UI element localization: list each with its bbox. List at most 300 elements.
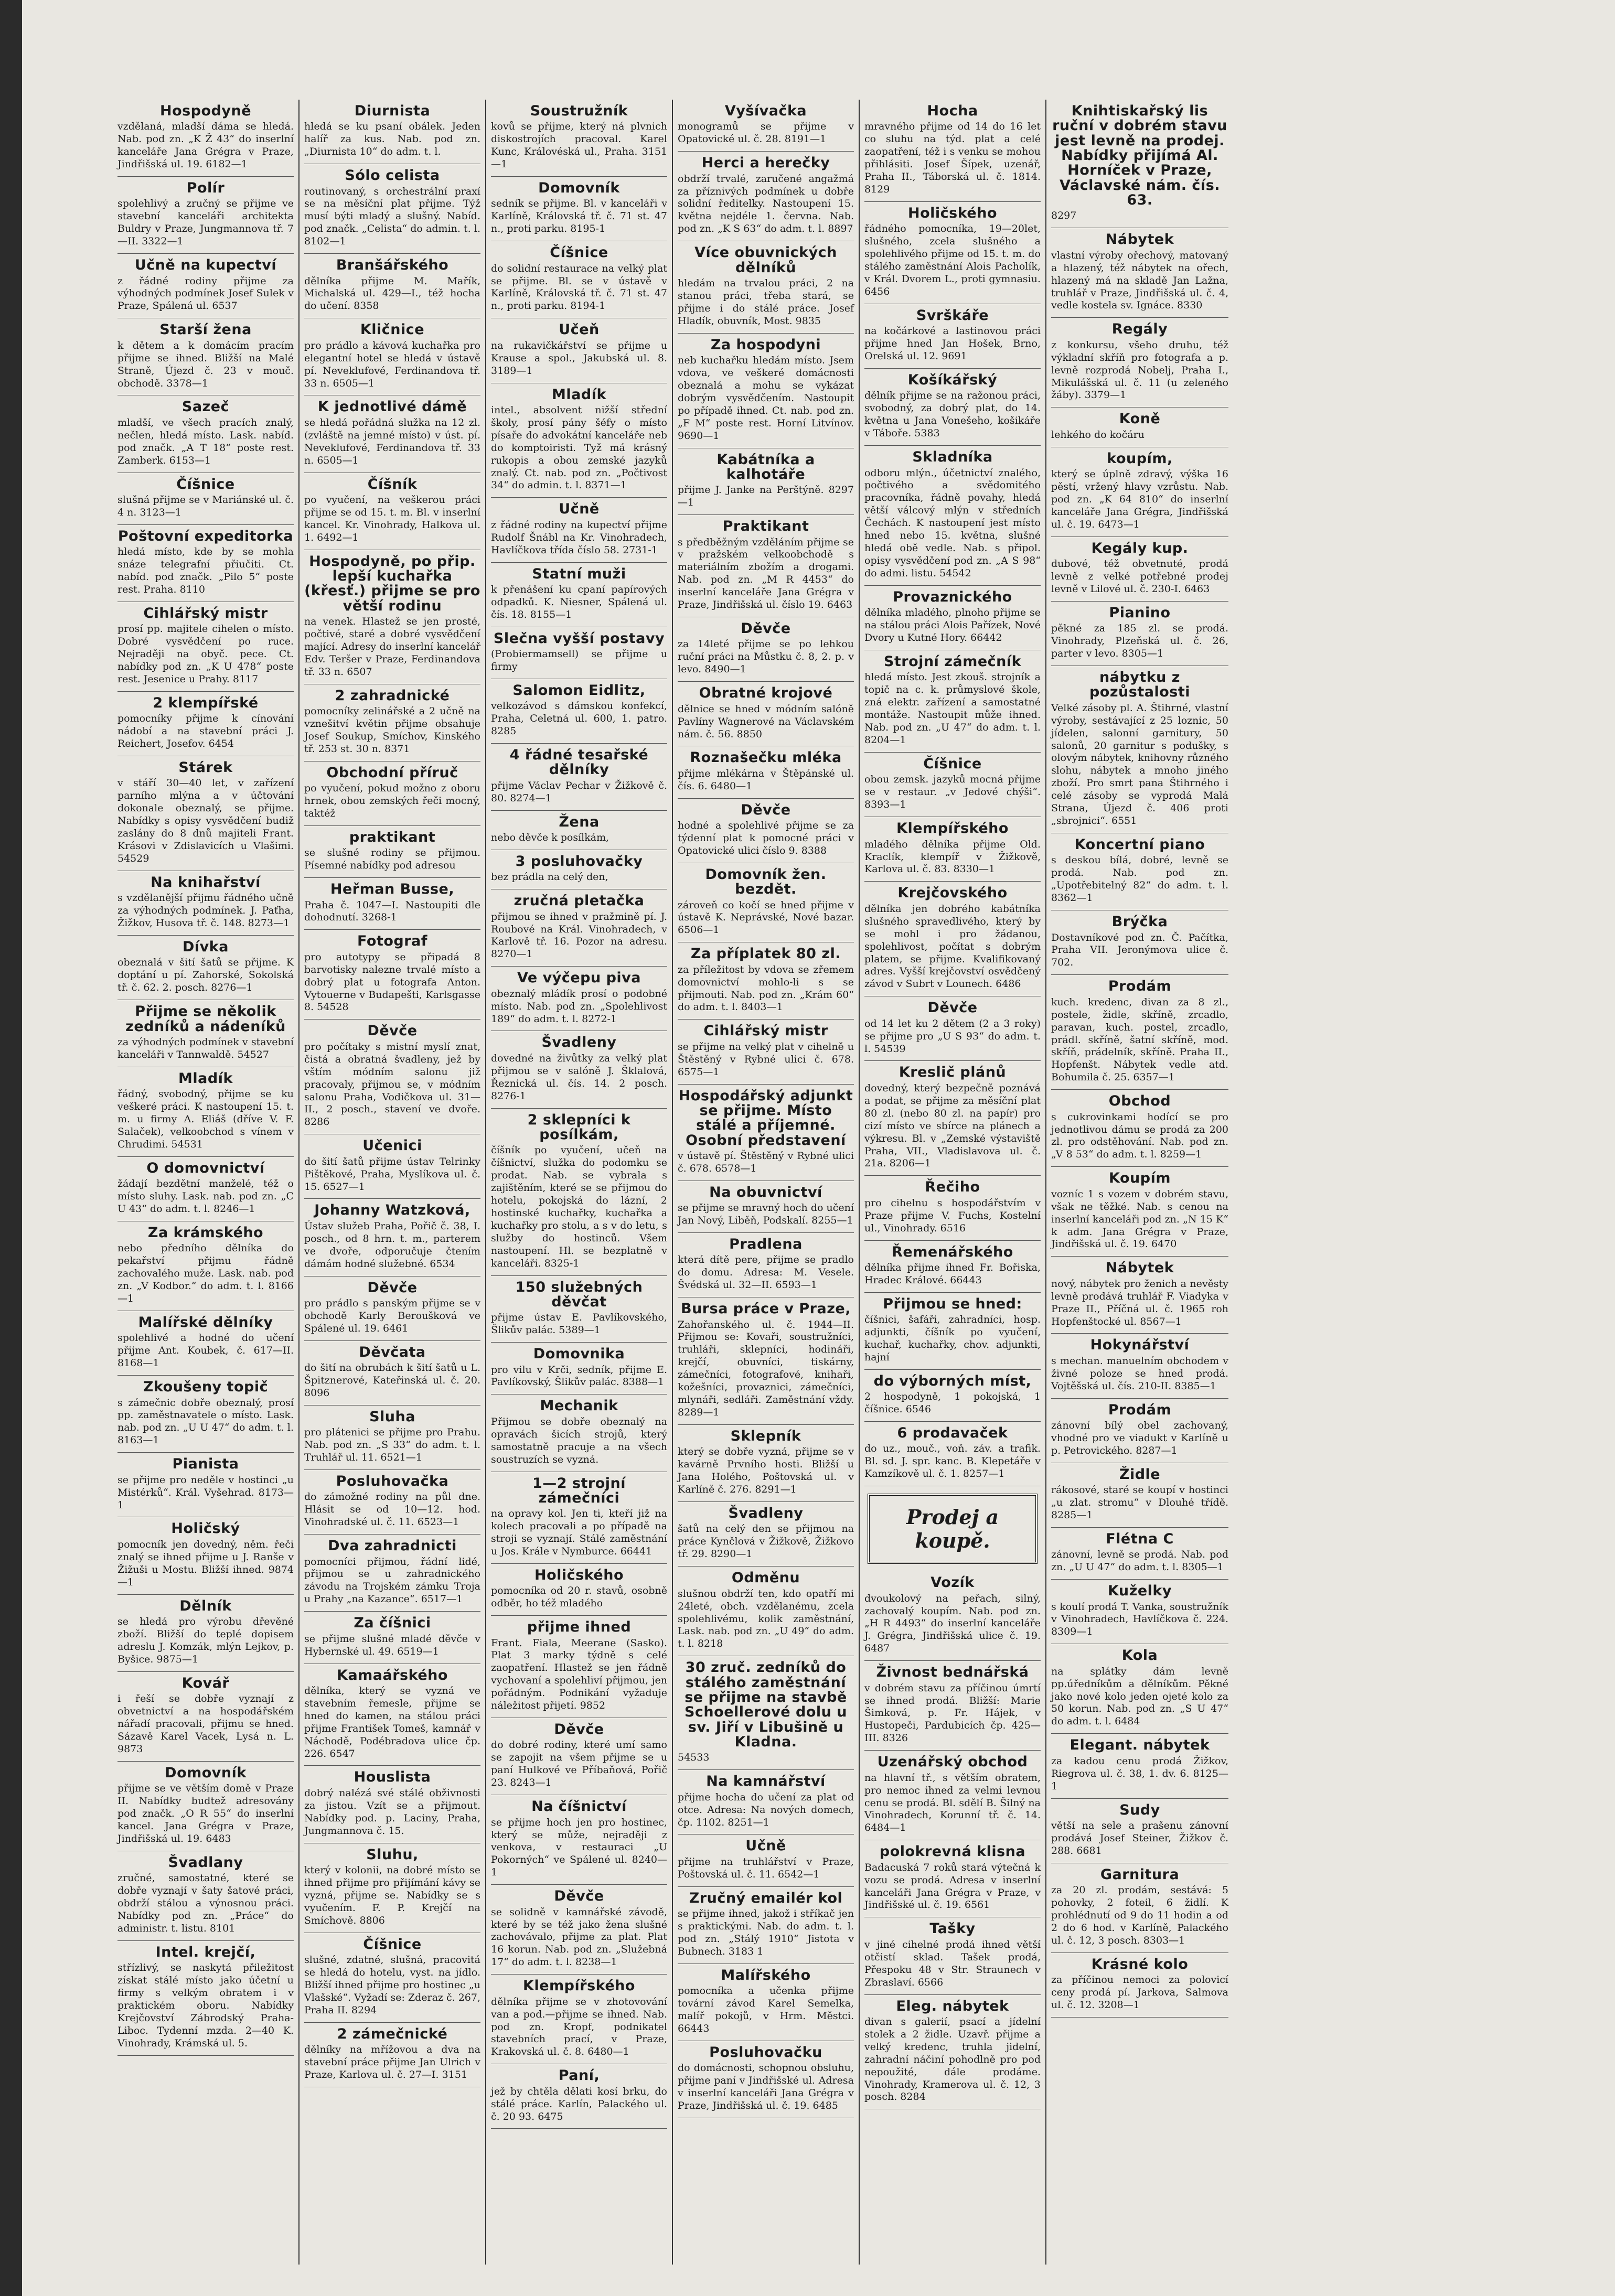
ad-title: Koně	[1119, 411, 1161, 427]
ad-body: po vyučení, na veškerou práci přijme se od 15. t. m. Bl. v inserlní kancel. Kr. Vinohrady, Halkova ul. 1. 6492—1	[304, 493, 480, 543]
ad-body: 2 hospodyně, 1 pokojská, 1 číšnice. 6546	[864, 1391, 1041, 1415]
classified-ad	[491, 241, 667, 318]
ad-title: Hocha	[927, 103, 978, 119]
classified-ad	[1051, 228, 1228, 318]
classified-ad	[304, 761, 480, 826]
classified-ad	[864, 369, 1041, 446]
ad-title: Stárek	[178, 759, 233, 776]
classified-ad	[304, 1406, 480, 1470]
classified-ad	[117, 318, 294, 395]
ad-body: dělníka přijme se v zhotovování van a pod.—přijme se ihned. Nab. pod zn. Kropf, podnikatel stavebních prací, v Praze, Krakovská ul. č. 8. 6480—1	[491, 1995, 667, 2058]
ad-body: spolehlivé a hodné do učení přijme Ant. Koubek, č. 617—II. 8168—1	[117, 1332, 294, 1369]
ad-title: Nábytek	[1105, 1260, 1174, 1276]
classified-ad	[491, 1975, 667, 2064]
ad-body: do solidní restaurace na velký plat se přijme. Bl. se v ústavě v Karlíně, Královská tř. č. 71 st. 47 n., proti parku. 8194-1	[491, 262, 667, 312]
classified-ad	[304, 1664, 480, 1766]
ad-body: za výhodných podmínek v stavební kanceláři v Tannwaldě. 54527	[117, 1036, 294, 1060]
ad-title: Za příplatek 80 zl.	[690, 946, 841, 962]
classified-ad	[117, 871, 294, 936]
classified-ad	[491, 1276, 667, 1343]
ad-body: se hledá pro výrobu dřevěné zboží. Bližší do teplé dopisem adreslu J. Komzák, mlýn Lejkov, p. Byšice. 9875—1	[117, 1615, 294, 1665]
ad-body: s mechan. manuelním obchodem v živné poloze se hned prodá. Vojtěšská ul. čís. 210-II. 8385—1	[1051, 1355, 1228, 1392]
ad-body: slušnou obdrží ten, kdo opatří mi 24leté, obch. vzdělanému, zcela spolehlivému, kolik zaměstnání, Lask. nab. pod zn. „U 49“ do adm. t. l. 8218	[678, 1587, 854, 1650]
ad-body: do šití šatů přijme ústav Telrinky Pištěkové, Praha, Myslíkova ul. č. 15. 6527—1	[304, 1155, 480, 1193]
classified-ad	[1051, 1644, 1228, 1734]
classified-ad	[864, 1995, 1041, 2110]
ad-body: mladého dělníka přijme Old. Kraclík, klempíř v Žižkově, Karlova ul. č. 83. 8330—1	[864, 838, 1041, 875]
classified-ad	[491, 967, 667, 1031]
ad-title: Na kamnářství	[706, 1773, 826, 1790]
ad-title: Číšnice	[176, 476, 235, 492]
ad-body: řádný, svobodný, přijme se ku veškeré práci. K nastoupení 15. t. m. u firmy A. Eliáš (dříve V. F. Salaček), velkoobchod s vínem v Chrudimi. 54531	[117, 1088, 294, 1150]
ad-body: Přijmou se dobře obeznalý na opravách šicích strojů, který samostatně pracuje a na všech soustruzích se vyzná.	[491, 1415, 667, 1465]
ad-body: jež by chtěla dělati kosí brku, do stálé práce. Karlín, Palackého ul. č. 20 93. 6475	[491, 2085, 667, 2122]
classified-ad	[304, 318, 480, 395]
ad-body: hledá se ku psaní obálek. Jeden halíř za kus. Nab. pod zn. „Diurnista 10“ do adm. t. l.	[304, 121, 480, 158]
ad-body: Ústav služeb Praha, Pořič č. 38, I. posch., od 8 hrn. t. m., parterem ve dvoře, odporučuje čtením dámám hodné služebné. 6534	[304, 1220, 480, 1270]
ad-title: O domovnictví	[146, 1160, 265, 1176]
ad-title: Kreslič plánů	[899, 1064, 1007, 1081]
classified-ad	[491, 1472, 667, 1564]
ad-body: dvoukolový na peřach, silný, zachovalý koupím. Nab. pod zn. „H R 4493“ do inserlní kanceláře J. Grégra, Jindřišská ulice č. 19. 6487	[864, 1592, 1041, 1655]
page-binding-edge	[0, 0, 22, 2296]
ad-body: obdrží trvalé, zaručené angažmá za příznivých podmínek u dobře solidní ředitelky. Nastoupení 15. května nejdéle 1. června. Nab. pod zn. „K S 63“ do adm. t. l. 8897	[678, 173, 854, 235]
ad-body: kuch. kredenc, divan za 8 zl., postele, židle, skříně, zrcadlo, paravan, kuch. postel, zrcadlo, prádl. skříně, šatní skříně, mod. skříň, prádelník, skříně. Praha II., Hopfenšt. Nábytek vedle atd. Bohumila č. 25. 6357—1	[1051, 996, 1228, 1083]
classified-ad	[1051, 1090, 1228, 1167]
ad-title: 1—2 strojní zámečníci	[532, 1475, 626, 1506]
ad-title: Vozík	[931, 1574, 975, 1591]
ad-body: zánovní, levně se prodá. Nab. pod zn. „U U 47“ do adm. t. l. 8305—1	[1051, 1549, 1228, 1573]
ad-title: 2 zahradnické	[335, 687, 450, 704]
ad-body: v ústavě pí. Štěstěný v Rybné ulici č. 678. 6578—1	[678, 1150, 854, 1174]
ad-title: Židle	[1119, 1466, 1161, 1483]
classified-ad	[678, 1887, 854, 1964]
columns	[113, 100, 1599, 2265]
ad-title: Johanny Watzková,	[314, 1202, 470, 1219]
ad-body: se přijme ihned, jakož i stříkač jen s praktickými. Nab. do adm. t. l. pod zn. „Stálý 1910“ Jistota v Bubnech. 3183 1	[678, 1908, 854, 1957]
classified-ad	[117, 602, 294, 692]
ad-title: Poštovní expeditorka	[117, 528, 294, 544]
ad-body: se přijme se mravný hoch do učení Jan Nový, Liběň, Podskalí. 8255—1	[678, 1202, 854, 1227]
classified-ad	[678, 1425, 854, 1502]
ad-title: Číšník	[367, 476, 418, 492]
classified-ad	[304, 1134, 480, 1199]
classified-ad	[1051, 1734, 1228, 1798]
ad-body: routinovaný, s orchestrální praxí se na měsíční plat přijme. Týž musí býti mladý a slušný. Nabíd. pod značk. „Celista“ do admin. t. l. 8102—1	[304, 185, 480, 248]
ad-title: Dívka	[183, 939, 229, 956]
ad-body: Zahořanského ul. č. 1944—II. Přijmou se: Kovaři, soustružníci, truhláři, sklepníci, hodináři, krejčí, obuvníci, tiskárny, zámečníci, fotografové, knihaři, kožešníci, provaznici, zámečníci, mlynáři, sedláři. Zaměstnání vždy. 8289—1	[678, 1318, 854, 1419]
classified-ad	[864, 1661, 1041, 1751]
ad-body: pro autotypy se připadá 8 barvotisky nalezne trvalé místo a dobrý plat u fotografa Anton. Vytouerne v Budapešti, Karlsgasse 8. 54528	[304, 951, 480, 1013]
ad-title: Knihtiskařský lis ruční v dobrém stavu jest levně na prodej. Nabídky přijímá Al. Horníček v Praze, Václavské nám. čís. 63.	[1052, 103, 1227, 209]
ad-title: Malířského	[721, 1967, 811, 1983]
ad-title: 6 prodavaček	[897, 1425, 1008, 1442]
ad-title: Dva zahradnicti	[328, 1538, 457, 1554]
ad-title: Prodám	[1108, 1401, 1172, 1418]
classified-ad	[678, 1085, 854, 1181]
ad-title: Branšářského	[336, 257, 449, 274]
classified-ad	[304, 684, 480, 761]
ad-body: která dítě pere, přijme se pradlo do domu. Adresa: M. Vesele. Švédská ul. 32—II. 6593—1	[678, 1254, 854, 1291]
ad-body: 54533	[678, 1752, 710, 1764]
classified-ad	[117, 1000, 294, 1067]
ad-body: k přenášení ku cpaní papírových odpadků. K. Niesner, Spálená ul. čís. 18. 8155—1	[491, 583, 667, 620]
ad-title: Pianino	[1109, 604, 1171, 621]
ad-body: pomocníky přijme k cínování nádobí a na stavební práci J. Reichert, Josefov. 6454	[117, 713, 294, 750]
classified-ad	[678, 100, 854, 152]
classified-ad	[678, 1770, 854, 1834]
classified-ad	[678, 942, 854, 1020]
ad-title: Děvče	[367, 1279, 418, 1296]
ad-body: v stáří 30—40 let, v zařízení parního mlýna a v účtování dokonale obeznalý, se přijme. Nabídky s opisy vysvědčení budiž zaslány do 8 dnů majiteli Frant. Krásovi v Zdislavicích u Vlašimi. 54529	[117, 777, 294, 864]
ad-body: na venek. Hlastež se jen prosté, počtivé, staré a dobré vysvědčení mající. Adresy do inserlní kancelář Edv. Teršer v Praze, Ferdinandova tř. 33 n. 6507	[304, 616, 480, 678]
classified-ad	[304, 878, 480, 930]
ad-body: obeznalá v šití šatů se přijme. K doptání u pí. Zahorské, Sokolská tř. č. 62. 2. posch. 8276—1	[117, 957, 294, 994]
classified-ad	[678, 1233, 854, 1297]
classified-ad	[117, 473, 294, 525]
ad-body: lehkého do kočáru	[1051, 428, 1145, 441]
ad-body: se přijme hoch jen pro hostinec, který se může, nejraději z venkova, v restauraci „U Pokorných“ ve Spálené ul. 8240—1	[491, 1816, 667, 1879]
ad-title: Učně	[559, 501, 600, 518]
ad-body: nový, nábytek pro ženich a nevěsty levně prodává truhlář F. Viadyka v Praze II., Příčná ul. č. 1965 roh Hopfenštocké ul. 8567—1	[1051, 1278, 1228, 1327]
ad-body: do dobré rodiny, které umí samo se zapojit na všem přijme se u paní Hulkové ve Příbaňová, Pořič 23. 8243—1	[491, 1739, 667, 1789]
column-6	[1046, 100, 1233, 2265]
classified-ad	[117, 1221, 294, 1311]
classified-ad	[304, 1933, 480, 2023]
ad-title: zručná pletačka	[514, 893, 645, 909]
ad-title: 4 řádné tesařské dělníky	[509, 747, 649, 778]
ad-body: prosí pp. majitele cihelen o místo. Dobré vysvědčení po ruce. Nejraději na obyč. pece. Ct. nabídky pod zn. „K U 478“ poste rest. Jesenice u Prahy. 8117	[117, 623, 294, 685]
ad-title: Herci a herečky	[701, 155, 830, 171]
classified-ad	[117, 1517, 294, 1594]
classified-ad	[491, 1109, 667, 1276]
ad-body: vzdělaná, mladší dáma se hledá. Nab. pod zn. „K Ž 43“ do inserlní kanceláře Jana Grégra v Praze, Jindřišská ul. 19. 6182—1	[117, 121, 294, 170]
ad-title: Roznašečku mléka	[690, 749, 842, 766]
ad-title: Na obuvnictví	[709, 1184, 822, 1200]
ad-title: Klempířského	[523, 1978, 635, 1994]
ad-body: s zámečnic dobře obeznalý, prosí pp. zaměstnavatele o místo. Lask. nab. pod zn. „U U 47“ do adm. t. l. 8163—1	[117, 1397, 294, 1446]
ad-title: Domovník	[538, 180, 620, 197]
ad-body: hledá místo. Jest zkouš. strojník a topič na c. k. průmyslové škole, zná elektr. zařízení a samostatné montáže. Nastoupit může ihned. Nab. pod zn. „U 47“ do adm. t. l. 8204—1	[864, 671, 1041, 746]
ad-body: dělníka přijme ihned Fr. Bořiska, Hradec Králové. 66443	[864, 1261, 1041, 1286]
ad-title: Děvče	[554, 1888, 604, 1905]
ad-body: žádají bezdětní manželé, též o místo sluhy. Lask. nab. pod zn. „C U 43“ do adm. t. l. 8246—1	[117, 1178, 294, 1215]
ad-body: který se dobře vyzná, přijme se v kavárně Prvního hosti. Bližší u Jana Holého, Poštovská ul. v Karlíně č. 276. 8291—1	[678, 1446, 854, 1496]
ad-body: pěkné za 185 zl. se prodá. Vinohrady, Plzeňská ul. č. 26, parter v levo. 8305—1	[1051, 623, 1228, 660]
classified-ad	[304, 1612, 480, 1664]
ad-title: Sudy	[1119, 1801, 1160, 1818]
ad-title: Kegály kup.	[1091, 540, 1189, 556]
ad-title: Mechanik	[540, 1398, 618, 1414]
classified-ad	[678, 682, 854, 746]
ad-body: přijme ústav E. Pavlíkovského, Šlikův palác. 5389—1	[491, 1312, 667, 1336]
ad-body: dobrý nalézá své stálé obživnosti za jistou. Vzít se a přijmout. Nabídky pod. p. Laciny, Praha, Jungmannova č. 15.	[304, 1787, 480, 1837]
ad-title: Prodám	[1108, 978, 1172, 995]
classified-ad	[491, 1031, 667, 1108]
classified-ad	[491, 177, 667, 241]
ad-body: z řádné rodiny přijme za výhodných podmínek Josef Sulek v Praze, Spálená ul. 6537	[117, 275, 294, 312]
ad-body: do uz., mouč., voň. záv. a trafik. Bl. sd. J. spr. kanc. B. Klepetáře v Kamzíkově ul. č. 1. 8257—1	[864, 1443, 1041, 1480]
ad-body: pomocník jen dovedný, něm. řeči znalý se ihned přijme u J. Ranše v Žižuši u Mostu. Bližší ihned. 9874—1	[117, 1538, 294, 1588]
classified-ad	[678, 1502, 854, 1567]
classified-ad	[117, 1941, 294, 2056]
ad-body: větší na sele a prašenu zánovní prodává Josef Steiner, Žižkov č. 288. 6681	[1051, 1819, 1228, 1857]
ad-title: Živnost bednářská	[876, 1664, 1029, 1681]
ad-title: Paní,	[558, 2067, 600, 2084]
ad-body: přijme mlékárna v Štěpánské ul. čís. 6. 6480—1	[678, 767, 854, 792]
ad-body: bez prádla na celý den,	[491, 871, 608, 883]
ad-title: Holičského	[907, 205, 998, 221]
classified-ad	[1051, 1334, 1228, 1398]
classified-ad	[864, 1061, 1041, 1176]
ad-body: 8297	[1051, 210, 1077, 222]
classified-ad	[1051, 1463, 1228, 1528]
ad-title: Děvče	[741, 620, 791, 637]
classified-ad	[117, 692, 294, 756]
classified-ad	[304, 1276, 480, 1341]
classified-ad	[864, 1840, 1041, 1917]
ad-body: v dobrém stavu za příčinou úmrtí se ihned prodá. Bližší: Marie Šimková, p. Fr. Hájek, v Hustopeči, Pardubicích čp. 425—III. 8326	[864, 1682, 1041, 1744]
classified-ad	[1051, 1528, 1228, 1580]
ad-body: s koulí prodá T. Vanka, soustružník v Vinohradech, Havlíčkova č. 224. 8309—1	[1051, 1601, 1228, 1638]
ad-body: Velké zásoby pl. A. Štihrné, vlastní výroby, sestávající z 25 loznic, 50 jídelen, salonní garnitury, 50 salonů, 20 garnitur s podušky, s olovým nábytek, knihovny různého slohu, nábytek a mnoho jiného zboží. Pro smrt pana Štihrného i celé zásoby se vyprodá Malá Strana, Újezd č. 406 proti „sbrojnici“. 6551	[1051, 702, 1228, 827]
ad-body: Praha č. 1047—I. Nastoupiti dle dohodnutí. 3268-1	[304, 899, 480, 924]
classified-ad	[678, 617, 854, 682]
ad-body: intel., absolvent nižší střední školy, prosí pány šéfy o místo písaře do advokátní kanceláře neb do komptoiristi. Tyž má krásný rukopis a obou zemské jazyků znalý. Ct. nab. pod zn. „Počtivost 34“ do admin. t. l. 8371—1	[491, 404, 667, 491]
classified-ad	[304, 550, 480, 684]
ad-body: hledá místo, kde by se mohla snáze telegrafní přiučiti. Ct. nabíd. pod značk. „Pilo 5“ poste rest. Praha. 8110	[117, 546, 294, 595]
classified-ad	[491, 1616, 667, 1718]
classified-ad	[678, 334, 854, 448]
classified-ad	[864, 304, 1041, 369]
classified-ad	[1051, 1953, 1228, 2018]
ad-body: sedník se přijme. Bl. v kanceláři v Karlíně, Královská tř. č. 71 st. 47 n., proti parku. 8195-1	[491, 198, 667, 235]
ad-body: slušné, zdatné, slušná, pracovitá se hledá do hotelu, vyst. na jídlo. Bližší ihned přijme pro hostinec „u Vlašské“. Vyžadí se: Zderaz č. 267, Praha II. 8294	[304, 1954, 481, 2016]
ad-body: který v kolonii, na dobré místo se ihned přijme pro přijímání kávy se vyzná, přijme se. Nabídky se s vyučením. F. P. Krejčí na Smíchově. 8806	[304, 1864, 480, 1926]
classified-ad	[1051, 1799, 1228, 1863]
classified-ad	[304, 254, 480, 318]
ad-title: Diurnista	[354, 103, 431, 119]
classified-ad	[1051, 1863, 1228, 1953]
ad-body: s předběžným vzděláním přijme se v pražském velkoobchodě s materiálním zbožím a drogami. Nab. pod zn. „M R 4453“ do inserlní kanceláře Jana Grégra v Praze, Jindřišská ul. číslo 19. 6463	[678, 536, 854, 611]
ad-body: přijme J. Janke na Perštýně. 8297—1	[678, 484, 854, 509]
ad-body: dělníka mladého, plnoho přijme se na stálou práci Alois Pařízek, Nové Dvory u Kutné Hory. 66442	[864, 607, 1041, 644]
ad-title: Provaznického	[893, 588, 1012, 605]
ad-body: s cukrovinkami hodící se pro jednotlivou dámu se prodá za 200 zl. pro odstěhování. Nab. pod zn. „V 8 53“ do adm. t. l. 8259—1	[1051, 1111, 1228, 1161]
ad-title: Kola	[1121, 1647, 1158, 1664]
classified-ad	[117, 1851, 294, 1941]
ad-title: Dělník	[179, 1597, 232, 1614]
classified-ad	[304, 1020, 480, 1134]
ad-title: Za krámského	[147, 1225, 264, 1241]
ad-body: velkozávod s dámskou konfekcí, Praha, Celetná ul. 600, 1. patro. 8285	[491, 700, 667, 737]
ad-body: Frant. Fiala, Meerane (Sasko). Plat 3 marky týdně s celé zaopatření. Hlastež se jen řádně vychovaní a spolehliví přijmou, jen pořádným. Podnikání vyžaduje náležitost přijetí. 9852	[491, 1637, 667, 1712]
ad-body: na rukavičkářství se přijme u Krause a spol., Jakubská ul. 8. 3189—1	[491, 339, 667, 377]
ad-body: pro vilu v Krči, sedník, přijme E. Pavlíkovský, Šlikův palác. 8388—1	[491, 1364, 667, 1388]
classified-ad	[864, 1241, 1041, 1293]
classified-ad	[117, 1311, 294, 1376]
classified-ad	[304, 1199, 480, 1276]
ad-title: Švadleny	[728, 1505, 804, 1522]
classified-ad	[491, 850, 667, 889]
ad-body: který se úplně zdravý, výška 16 pěstí, vržený hlavy vzrůstu. Nab. pod zn. „K 64 810“ do inserlní kanceláře Jana Grégra, Jindřišská ul. č. 19. 6473—1	[1051, 468, 1228, 530]
ad-body: přijme se ve větším domě v Praze II. Nabídky budtež adresovány pod značk. „O R 55“ do inserlní kancel. Jana Grégra v Praze, Jindřišská ul. 19. 6483	[117, 1783, 294, 1844]
ad-body: neb kuchařku hledám místo. Jsem vdova, ve veškeré domácnosti obeznalá a mohu se vykázat dobrým vysvědčením. Nastoupit po případě ihned. Ct. nab. pod zn. „F M“ poste rest. Horní Litvínov. 9690—1	[678, 355, 854, 442]
classified-ad	[117, 1453, 294, 1517]
ad-body: divan s galerií, psací a jídelní stolek a 2 židle. Uzavř. přijme a velký kredenc, truhla jidelní, zahradní náčiní pohodlně pro pod nepoužité, dále prodáme. Vinohrady, Kramerova ul. č. 12, 3 posch. 8284	[864, 2015, 1041, 2103]
ad-body: obou zemsk. jazyků mocná přijme se v restaur. „v Jedové chýši“. 8393—1	[864, 774, 1041, 811]
ad-title: 2 sklepníci k posílkám,	[527, 1111, 631, 1143]
ad-title: Ve výčepu piva	[517, 970, 641, 986]
classified-ad	[491, 1795, 667, 1885]
ad-body: se přijme na velký plat v cihelně u Štěstěný v Rybné ulici č. 678. 6575—1	[678, 1040, 854, 1078]
ad-body: se slušné rodiny se přijmou. Písemné nabídky pod adresou	[304, 847, 480, 872]
ad-body: za příčinou nemoci za polovicí ceny prodá pí. Jarkova, Salmova ul. č. 12. 3208—1	[1051, 1974, 1228, 2011]
ad-title: praktikant	[349, 829, 436, 845]
ad-body: přijme hocha do učení za plat od otce. Adresa: Na nových domech, čp. 1102. 8251—1	[678, 1791, 854, 1828]
classified-ad	[864, 817, 1041, 882]
classified-ad	[304, 2023, 480, 2087]
ad-body: monogramů se přijme v Opatovické ul. č. 28. 8191—1	[678, 121, 854, 145]
ad-body: z řádné rodiny na kupectví přijme Rudolf Šnábl na Kr. Vinohradech, Havlíčkova třída číslo 58. 2731-1	[491, 519, 667, 556]
classified-ad	[117, 1376, 294, 1453]
classified-ad	[304, 1535, 480, 1612]
classified-ad	[491, 563, 667, 627]
ad-title: Eleg. nábytek	[896, 1998, 1009, 2014]
ad-title: Garnitura	[1100, 1866, 1180, 1883]
ad-title: Pianista	[172, 1456, 239, 1473]
classified-ad	[117, 1595, 294, 1672]
classified-ad	[304, 473, 480, 550]
column-2	[300, 100, 486, 2265]
ad-body: dovedné na živůtky za velký plat přijmou se v salóně J. Šklalová, Řeznická ul. čís. 14. 2 posch. 8276-1	[491, 1052, 667, 1102]
classified-ad	[864, 586, 1041, 650]
classified-ad	[678, 152, 854, 241]
ad-title: polokrevná klisna	[879, 1843, 1026, 1860]
classified-ad	[678, 241, 854, 333]
ad-title: Více obuvnických dělníků	[694, 244, 837, 276]
ad-body: rákosové, staré se koupí v hostinci „u zlat. stromu“ v Dlouhé třídě. 8285—1	[1051, 1484, 1228, 1521]
ad-title: Krejčovského	[897, 885, 1008, 902]
classified-ad	[1051, 407, 1228, 447]
ad-title: Přijmou se hned:	[883, 1295, 1022, 1312]
ad-title: Zručný emailér kol	[689, 1890, 843, 1906]
ad-body: pro počítaky s mistní myslí znat, čistá a obratná švadleny, jež by vštím módním salonu již pracovaly, přijmou se, v módním salonu Praha, Vodičkova ul. 31—II., 2 posch., stavení ve dvoře. 8286	[304, 1040, 480, 1128]
ad-body: na splátky dám levně pp.úředníkům a dělníkům. Pěkné jako nové kolo jeden ojeté kolo za 50 korun. Nab. pod zn. „S U 47“ do adm. t. l. 6484	[1051, 1665, 1228, 1728]
ad-body: od 14 let ku 2 dětem (2 a 3 roky) se přijme pro „U S 93“ do adm. t. l. 54539	[864, 1017, 1041, 1055]
ad-body: za 20 zl. prodám, sestává: 5 pohovky, 2 foteil, 6 židlí. K prohlédnutí od 9 do 11 hodin a od 2 do 6 hod. v Karlíně, Palackého ul. č. 12, 3 posch. 8303—1	[1051, 1884, 1228, 1946]
classified-ad	[304, 1470, 480, 1535]
ad-title: Houslista	[354, 1769, 431, 1786]
classified-ad	[864, 753, 1041, 817]
classified-ad	[304, 826, 480, 878]
ad-title: Salomon Eidlitz,	[512, 682, 646, 699]
ad-title: Posluhovačku	[709, 2044, 822, 2061]
ad-title: Hospodyně	[159, 103, 252, 119]
classified-ad	[864, 1571, 1041, 1661]
ad-title: Vyšívačka	[724, 103, 807, 119]
ad-title: Učenici	[362, 1138, 422, 1154]
classified-ad	[864, 100, 1041, 202]
ad-body: přijme Václav Pechar v Žižkově č. 80. 8274—1	[491, 779, 667, 804]
classified-ad	[491, 1564, 667, 1616]
classified-ad	[864, 1176, 1041, 1240]
ad-body: šatů na celý den se přijmou na práce Kynčlová v Žižkově, Žižkovo tř. 29. 8290—1	[678, 1523, 854, 1560]
classified-ad	[1051, 975, 1228, 1090]
classified-ad	[491, 679, 667, 744]
ad-title: Kabátníka a kalhotáře	[716, 451, 815, 482]
ad-title: Cihlářský mistr	[143, 605, 268, 621]
ad-body: po vyučení, pokud možno z oboru hrnek, obou zemských řeči mocný, taktéž	[304, 782, 480, 819]
column-5	[860, 100, 1046, 2265]
ad-title: Praktikant	[722, 518, 809, 535]
ad-title: Posluhovačka	[336, 1473, 449, 1490]
ad-body: pomocníka od 20 r. stavů, osobně odběr, ho též mladého	[491, 1585, 667, 1610]
classified-ad	[117, 1067, 294, 1157]
ad-title: Děvče	[741, 801, 791, 818]
ad-title: Obratné krojové	[699, 685, 833, 702]
classified-ad	[864, 1751, 1041, 1840]
ad-title: Hokynářství	[1090, 1337, 1190, 1354]
ad-body: dělníka jen dobrého kabátníka slušného spravedlivého, který by se mohl i pro žádanou, spolehlivost, počítat s dobrým platem, se přijme. Kvalifikovaný adres. Vyšší krejčovství osvědčený závod v Subrt v Lounech. 6486	[864, 903, 1041, 990]
classified-ad	[491, 1885, 667, 1975]
ad-title: Pradlena	[729, 1236, 803, 1253]
ad-title: Švadlany	[168, 1854, 243, 1871]
ad-body: k dětem a k domácím pracím přijme se ihned. Bližší na Malé Straně, Újezd č. 23 v mouč. obchodě. 3378—1	[117, 339, 294, 389]
ad-title: Děvče	[554, 1721, 604, 1738]
classified-ad	[1051, 666, 1228, 833]
ad-title: Sluha	[369, 1408, 415, 1425]
ad-body: pomocníci přijmou, řádní lidé, přijmou se u zahradnického závodu na Trojském zámku Troja u Prahy „na Kazance“. 6517—1	[304, 1555, 480, 1605]
ad-title: Číšnice	[550, 244, 608, 261]
ad-body: zároveň co kočí se hned přijme v ústavě K. Neprávské, Nové bazar. 6506—1	[678, 899, 854, 936]
ad-body: přijme na truhlářství v Praze, Poštovská ul. č. 11. 6542—1	[678, 1855, 854, 1880]
ad-body: dubové, též obvetnuté, prodá levně z velké potřebné prodej levně v Lilové ul. č. 230-I. 6463	[1051, 558, 1228, 595]
classified-ad	[678, 515, 854, 617]
ad-title: Koupím	[1109, 1170, 1171, 1187]
classified-ad	[491, 498, 667, 562]
ad-title: Krásné kolo	[1091, 1956, 1189, 1972]
ad-title: Skladníka	[912, 449, 993, 466]
classified-ad	[864, 996, 1041, 1061]
classified-ad	[491, 1343, 667, 1394]
ad-title: Statní muži	[532, 565, 626, 582]
ad-title: Kličnice	[360, 321, 425, 338]
ad-body: pro cihelnu s hospodářstvím v Praze přijme V. Fuchs, Kostelní ul., Vinohrady. 6516	[864, 1197, 1041, 1234]
ad-body: řádného pomocníka, 19—20let, slušného, zcela slušného a spolehlivého přijme od 15. t. m. do stálého zaměstnání Alois Pacholík, v Král. Dvorem L., proti gymnasiu. 6456	[864, 223, 1041, 297]
classified-ad	[678, 1567, 854, 1656]
ad-body: zručné, samostatné, které se dobře vyznají v šaty šatové práci, obdrží stálou a výnosnou práci. Nabídky pod zn. „Práce“ do administr. t. listu. 8101	[117, 1872, 294, 1934]
ad-title: Přijme se několik zedníků a nádeníků	[125, 1003, 286, 1035]
ad-body: s deskou bílá, dobré, levně se prodá. Nab. pod zn. „Upotřebitelný 82“ do adm. t. l. 8362—1	[1051, 854, 1228, 904]
ad-title: Učeň	[559, 321, 600, 338]
ad-body: v jiné cihelné prodá ihned větší otčistí sklad. Tašek prodá, Přespoku 48 v Str. Straunech v Zbraslaví. 6566	[864, 1938, 1041, 1988]
ad-body: i řeší se dobře vyznají z obvetnictví a na hospodářském nářadí pracovali, přijmu se hned. Sázavě Karel Vacek, Lysá n. L. 9873	[117, 1692, 294, 1755]
ad-title: Holičský	[171, 1520, 240, 1537]
classified-ad	[1051, 318, 1228, 407]
classified-ad	[491, 318, 667, 383]
ad-title: Hospodářský adjunkt se přijme. Místo stálé a příjemné. Osobní představení	[678, 1087, 853, 1149]
ad-title: 3 posluhovačky	[515, 853, 643, 870]
ad-title: Sólo celista	[345, 167, 440, 184]
ad-body: z konkursu, všeho druhu, též výkladní skříň pro fotografa a p. levně rozprodá Nobelj, Praha I., Mikulášská ul. č. 11 (u zeleného žáby). 3379—1	[1051, 339, 1228, 401]
ad-title: Fotograf	[357, 933, 427, 950]
classified-ad	[678, 1181, 854, 1233]
classified-ad	[678, 746, 854, 798]
ad-title: Svrškáře	[916, 307, 989, 324]
ad-body: spolehlivý a zručný se přijme ve stavební kanceláři architekta Buldry v Praze, Jungmannova tř. 7—II. 3322—1	[117, 198, 294, 248]
ad-title: Bursa práce v Praze,	[681, 1301, 851, 1317]
